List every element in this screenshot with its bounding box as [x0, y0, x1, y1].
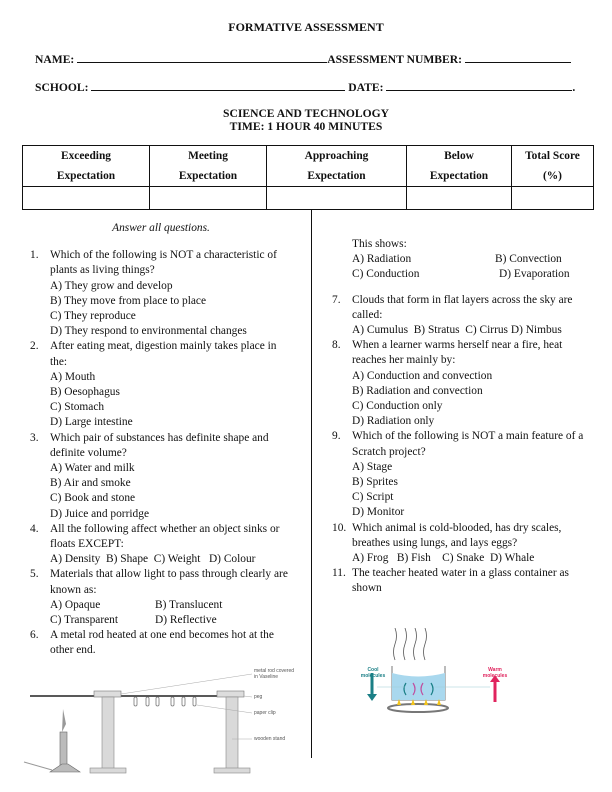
time: TIME: 1 HOUR 40 MINUTES: [229, 120, 383, 133]
rubric-col: Approaching Expectation: [267, 146, 407, 187]
instruction: Answer all questions.: [112, 222, 210, 234]
question-2: 2. After eating meat, digestion mainly takes place in the: A) Mouth B) Oesophagus C) Stomach D) Large intestine: [30, 339, 292, 430]
score-cell[interactable]: [512, 187, 594, 210]
option[interactable]: A) Radiation: [352, 253, 412, 266]
option[interactable]: A) Conduction and convection: [352, 369, 493, 382]
q6-prompt: This shows:: [352, 238, 407, 250]
option[interactable]: D) Juice and porridge: [50, 507, 150, 520]
left-column: [30, 221, 292, 659]
question-10: 10. Which animal is cold-blooded, has dry scales, breathes using lungs, and lays eggs? A) Frog B) Fish C) Snake D) Whale: [332, 521, 594, 567]
rubric-col: Meeting Expectation: [150, 146, 267, 187]
label-peg: peg: [254, 694, 263, 700]
option[interactable]: A) Opaque: [50, 598, 101, 611]
option[interactable]: B) Air and smoke: [50, 477, 131, 490]
assessment-number-label: ASSESSMENT NUMBER:: [327, 53, 462, 66]
option[interactable]: B) They move from place to place: [50, 294, 207, 307]
rubric-col: Below Expectation: [407, 146, 512, 187]
option[interactable]: C) Script: [352, 491, 394, 504]
label-warm-molecules: Warm molecules: [482, 667, 508, 679]
score-cell[interactable]: [150, 187, 267, 210]
option[interactable]: B) Translucent: [155, 598, 223, 611]
option[interactable]: D) Evaporation: [499, 268, 570, 281]
option[interactable]: C) Conduction only: [352, 400, 443, 413]
name-label: NAME:: [35, 53, 75, 66]
option[interactable]: C) Stomach: [50, 401, 105, 414]
right-column: [332, 237, 594, 597]
option[interactable]: B) Sprites: [352, 476, 398, 489]
question-8: 8. When a learner warms herself near a fire, heat reaches her mainly by: A) Conduction and convection B) Radiation and convection C) Conduction only D) Radiation only: [332, 338, 594, 429]
option[interactable]: A) Water and milk: [50, 462, 135, 475]
option[interactable]: B) Oesophagus: [50, 386, 120, 399]
page-title: FORMATIVE ASSESSMENT: [228, 20, 384, 34]
question-9: 9. Which of the following is NOT a main feature of a Scratch project? A) Stage B) Sprites C) Script D) Monitor: [332, 429, 594, 520]
question-6: 6. A metal rod heated at one end becomes hot at the other end.: [30, 629, 274, 657]
date-input[interactable]: [386, 80, 572, 91]
conduction-diagram: [22, 664, 312, 774]
convection-diagram: [355, 628, 525, 718]
option[interactable]: A) Density B) Shape C) Weight D) Colour: [50, 553, 256, 566]
metal-rod-illustration: [22, 664, 312, 774]
option[interactable]: A) Cumulus B) Stratus C) Cirrus D) Nimbus: [352, 324, 562, 337]
label-paper-clip: paper clip: [254, 710, 276, 716]
question-3: 3. Which pair of substances has definite shape and definite volume? A) Water and milk B) Air and smoke C) Book and stone D) Juice and porridge: [30, 431, 292, 522]
score-cell[interactable]: [407, 187, 512, 210]
option[interactable]: C) Book and stone: [50, 492, 136, 505]
score-cell[interactable]: [267, 187, 407, 210]
option[interactable]: D) Monitor: [352, 506, 405, 519]
date-label: DATE:: [348, 81, 384, 94]
option[interactable]: D) They respond to environmental changes: [50, 325, 247, 338]
name-input[interactable]: [77, 52, 327, 63]
date-period: .: [572, 81, 576, 94]
school-label: SCHOOL:: [35, 81, 89, 94]
question-6-continued: [332, 237, 594, 283]
question-4: 4. All the following affect whether an object sinks or floats EXCEPT: A) Density B) Shape C) Weight D) Colour: [30, 522, 292, 568]
option[interactable]: A) They grow and develop: [50, 279, 173, 292]
score-cell[interactable]: [23, 187, 150, 210]
name-row: [35, 52, 571, 66]
option[interactable]: D) Reflective: [155, 614, 217, 627]
subject: SCIENCE AND TECHNOLOGY: [223, 107, 389, 120]
school-input[interactable]: [91, 80, 345, 91]
option[interactable]: D) Large intestine: [50, 416, 133, 429]
rubric-header: [23, 146, 594, 187]
school-row: [35, 80, 575, 94]
rubric-score-row: [23, 187, 594, 210]
option[interactable]: C) Transparent: [50, 614, 119, 627]
subject-heading: [0, 107, 612, 133]
question-1: 1. Which of the following is NOT a characteristic of plants as living things? A) They grow and develop B) They move from place to place C) They reproduce D) They respond to environmental changes: [30, 248, 292, 339]
rubric-col: Total Score (%): [512, 146, 594, 187]
label-wooden-stand: wooden stand: [254, 736, 286, 742]
question-11: 11. The teacher heated water in a glass container as shown: [332, 567, 569, 595]
option[interactable]: B) Radiation and convection: [352, 384, 483, 397]
question-7: 7. Clouds that form in flat layers across the sky are called: A) Cumulus B) Stratus C) Cirrus D) Nimbus: [332, 293, 594, 339]
question-5: 5. Materials that allow light to pass through clearly are known as: A) Opaque B) Translucent C) Transparent D) Reflective: [30, 567, 292, 628]
option[interactable]: C) Conduction: [352, 268, 420, 281]
label-metal-rod: metal rod covered in Vaseline: [254, 668, 295, 680]
label-cool-molecules: Cool molecules: [360, 667, 386, 679]
option[interactable]: A) Mouth: [50, 370, 96, 383]
option[interactable]: B) Convection: [495, 253, 562, 266]
option[interactable]: A) Frog B) Fish C) Snake D) Whale: [352, 552, 535, 565]
assessment-number-input[interactable]: [465, 52, 571, 63]
rubric-table: [22, 145, 594, 210]
option[interactable]: D) Radiation only: [352, 415, 435, 428]
option[interactable]: A) Stage: [352, 460, 393, 473]
option[interactable]: C) They reproduce: [50, 310, 136, 323]
rubric-col: Exceeding Expectation: [23, 146, 150, 187]
